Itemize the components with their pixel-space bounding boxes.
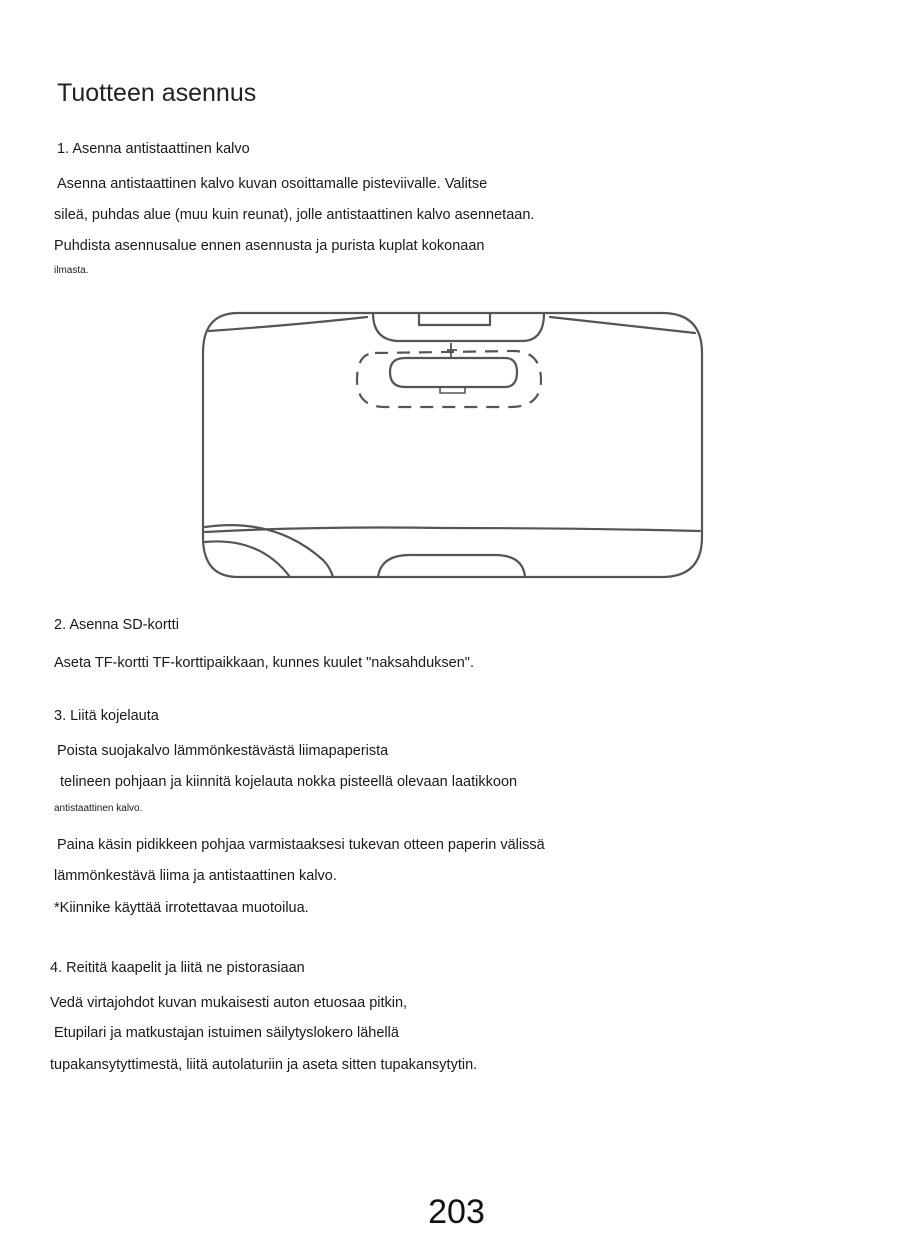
- dashcam-mount-illustration: [195, 305, 707, 585]
- page-title: Tuotteen asennus: [57, 79, 257, 107]
- step-1-line-4: ilmasta.: [54, 265, 89, 276]
- step-1-heading: 1. Asenna antistaattinen kalvo: [57, 141, 250, 157]
- step-3-line-3: antistaattinen kalvo.: [54, 803, 143, 814]
- step-3-line-6: *Kiinnike käyttää irrotettavaa muotoilua.: [54, 900, 309, 916]
- step-3-line-2: telineen pohjaan ja kiinnitä kojelauta nokka pisteellä olevaan laatikkoon: [60, 774, 518, 790]
- step-3-heading: 3. Liitä kojelauta: [54, 708, 159, 724]
- step-2-heading: 2. Asenna SD-kortti: [54, 617, 179, 633]
- step-2-line-1: Aseta TF-kortti TF-korttipaikkaan, kunnes kuulet "naksahduksen".: [54, 655, 474, 671]
- step-1-line-3: Puhdista asennusalue ennen asennusta ja purista kuplat kokonaan: [54, 238, 485, 254]
- step-3-line-5: lämmönkestävä liima ja antistaattinen kalvo.: [54, 868, 337, 884]
- step-4-line-2: Etupilari ja matkustajan istuimen säilytyslokero lähellä: [54, 1025, 399, 1041]
- step-3-line-1: Poista suojakalvo lämmönkestävästä liimapaperista: [57, 743, 389, 759]
- step-4-line-3: tupakansytyttimestä, liitä autolaturiin ja aseta sitten tupakansytytin.: [50, 1057, 478, 1073]
- step-3-line-4: Paina käsin pidikkeen pohjaa varmistaaksesi tukevan otteen paperin välissä: [57, 837, 545, 853]
- page-number: 203: [428, 1193, 485, 1231]
- step-4-heading: 4. Reititä kaapelit ja liitä ne pistorasiaan: [50, 960, 305, 976]
- step-1-line-2: sileä, puhdas alue (muu kuin reunat), jolle antistaattinen kalvo asennetaan.: [54, 207, 535, 223]
- step-4-line-1: Vedä virtajohdot kuvan mukaisesti auton etuosaa pitkin,: [50, 995, 408, 1011]
- step-1-line-1: Asenna antistaattinen kalvo kuvan osoittamalle pisteviivalle. Valitse: [57, 176, 488, 192]
- mount-slot: [390, 358, 517, 387]
